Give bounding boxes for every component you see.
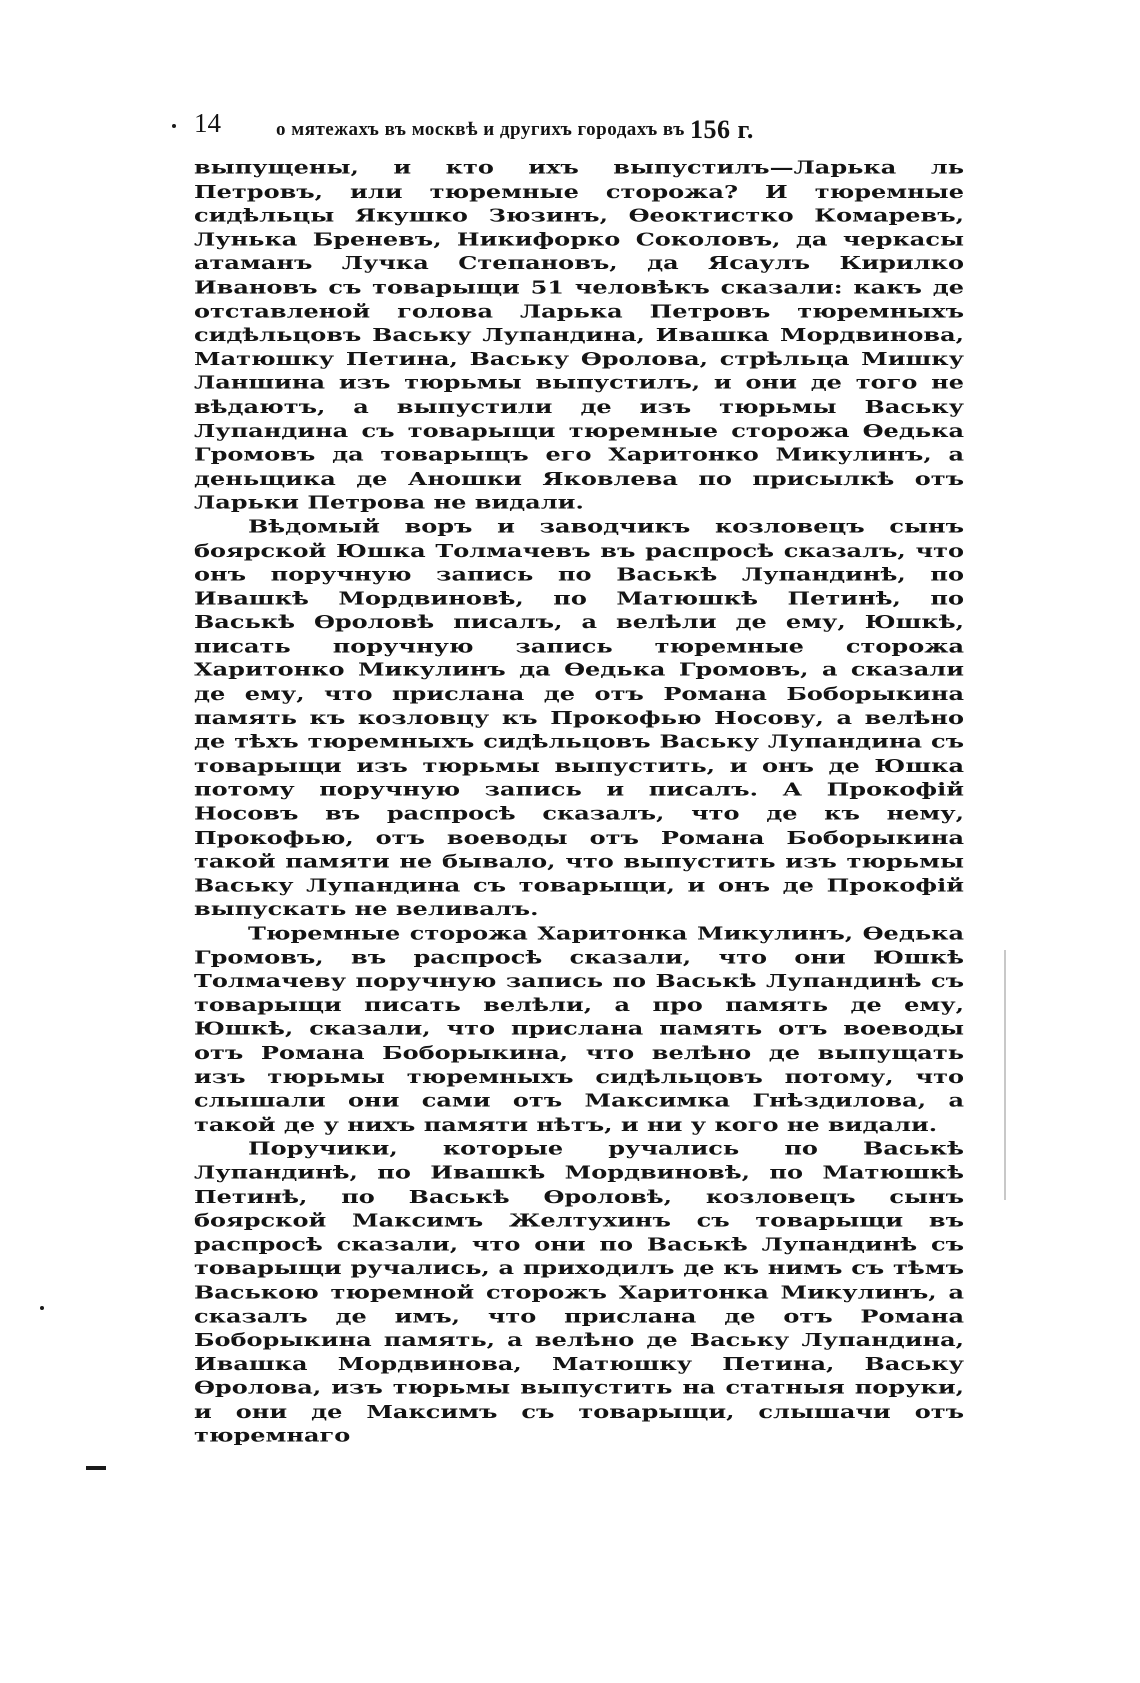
running-title-text: о мятежахъ въ москвѣ и другихъ городахъ въ: [276, 119, 685, 140]
page-number: 14: [194, 108, 221, 138]
paragraph: Тюремные сторожа Харитонка Микулинъ, Ѳедька Громовъ, въ распросѣ сказали, что они Юшкѣ Толмачеву поручную запись по Васькѣ Лупандинѣ съ товарыщи писать велѣли, а про память де ему, Юшкѣ, сказали, что прислана память отъ воеводы отъ Романа Боборыкина, что велѣно де выпущать изъ тюрьмы тюремныхъ сидѣльцовъ потому, что слышали они сами отъ Максимка Гнѣздилова, а такой де у нихъ памяти нѣтъ, и ни у кого не видали.: [194, 922, 964, 1136]
scan-speck: [40, 1306, 44, 1310]
running-header: [194, 108, 964, 148]
scan-speck: [172, 124, 176, 128]
paragraph: выпущены, и кто ихъ выпустилъ—Ларька ль Петровъ, или тюремные сторожа? И тюремные сидѣльцы Якушко Зюзинъ, Ѳеоктистко Комаревъ, Лунька Бреневъ, Никифорко Соколовъ, да черкасы атаманъ Лучка Степановъ, да Ясаулъ Кирилко Ивановъ съ товарыщи 51 человѣкъ сказали: какъ де отставленой голова Ларька Петровъ тюремныхъ сидѣльцовъ Ваську Лупандина, Ивашка Мордвинова, Матюшку Петина, Ваську Ѳролова, стрѣльца Мишку Ланшина изъ тюрьмы выпустилъ, и они де того не вѣдаютъ, а выпустили де изъ тюрьмы Ваську Лупандина съ товарыщи тюремные сторожа Ѳедька Громовъ да товарыщъ его Харитонко Микулинъ, а деньщика де Аношки Яковлева по присылкѣ отъ Ларьки Петрова не видали.: [194, 156, 964, 514]
running-title-year: 156 г.: [690, 115, 754, 144]
paragraph: Поручики, которые ручались по Васькѣ Лупандинѣ, по Ивашкѣ Мордвиновѣ, по Матюшкѣ Петинѣ, по Васькѣ Ѳроловѣ, козловецъ сынъ боярской Максимъ Желтухинъ съ товарыщи въ распросѣ сказали, что они по Васькѣ Лупандинѣ съ товарыщи ручались, а приходилъ де къ нимъ съ тѣмъ Ваською тюремной сторожъ Харитонка Микулинъ, а сказалъ де имъ, что прислана де отъ Романа Боборыкина память, а велѣно де Ваську Лупандина, Ивашка Мордвинова, Матюшку Петина, Ваську Ѳролова, изъ тюрьмы выпустить на статныя поруки, и они де Максимъ съ товарыщи, слышачи отъ тюремнаго: [194, 1137, 964, 1447]
body-text: [194, 156, 964, 1448]
scan-mark: [86, 1466, 106, 1470]
scan-edge-line: [1004, 950, 1006, 1200]
paragraph: Вѣдомый воръ и заводчикъ козловецъ сынъ боярской Юшка Толмачевъ въ распросѣ сказалъ, что онъ поручную запись по Васькѣ Лупандинѣ, по Ивашкѣ Мордвиновѣ, по Матюшкѣ Петинѣ, по Васькѣ Ѳроловѣ писалъ, а велѣли де ему, Юшкѣ, писать поручную запись тюремные сторожа Харитонко Микулинъ да Ѳедька Громовъ, а сказали де ему, что прислана де отъ Романа Боборыкина память къ козловцу къ Прокофью Носову, а велѣно де тѣхъ тюремныхъ сидѣльцовъ Ваську Лупандина съ товарыщи изъ тюрьмы выпустить, и онъ де Юшка потому поручную запись и писалъ. А Прокофій Носовъ въ распросѣ сказалъ, что де къ нему, Прокофью, отъ воеводы отъ Романа Боборыкина такой памяти не бывало, что выпустить изъ тюрьмы Ваську Лупандина съ товарыщи, и онъ де Прокофій выпускать не веливалъ.: [194, 515, 964, 920]
running-title: [276, 112, 754, 142]
